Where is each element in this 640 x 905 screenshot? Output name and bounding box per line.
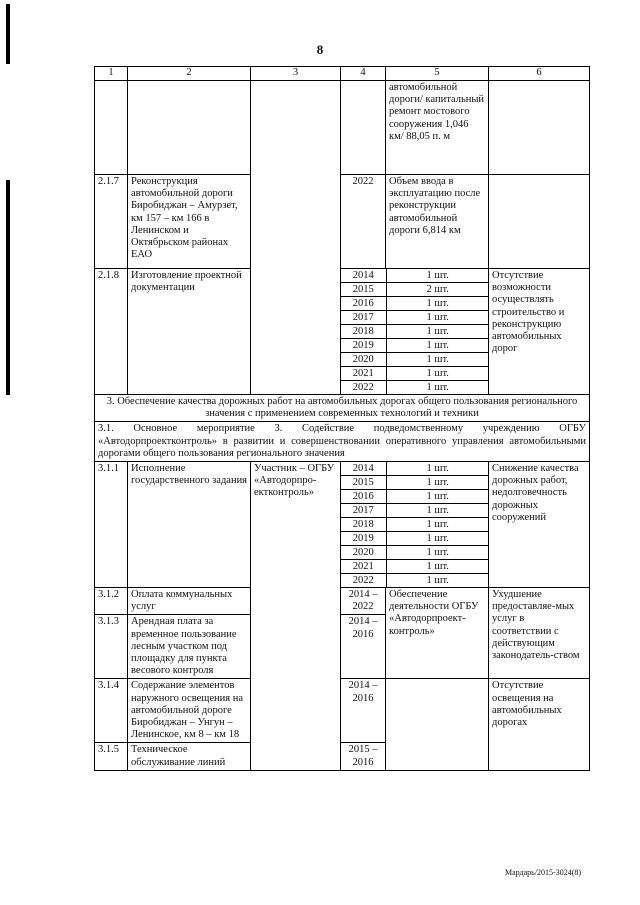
row-number: 3.1.3 [95,615,128,679]
table-row [95,175,590,269]
table-row [95,269,590,395]
year-row [341,381,489,395]
year-row [341,353,489,367]
row-number: 2.1.7 [95,175,128,269]
year-row [341,546,489,560]
value-cell: 1 шт. [386,490,489,504]
year-row [341,325,489,339]
years-subtable [341,462,489,587]
row-number: 3.1.2 [95,588,128,615]
event-name: Реконструкция автомобильной дороги Биробиджан – Амурзет, км 157 – км 166 в Ленинском и Октябрьском районах ЕАО [128,175,251,269]
section-title: 3. Обеспечение качества дорожных работ на автомобильных дорогах общего пользования регионального значения с применением современных технологий и техники [95,395,590,422]
table-row [95,588,590,615]
year-row [341,560,489,574]
row-number: 3.1.4 [95,679,128,743]
value-cell: 1 шт. [386,325,489,339]
year-cell: 2022 [341,381,386,395]
year-cell: 2015 [341,283,386,297]
consequence-cell: Отсутствие освещения на автомобильных дорогах [489,679,590,770]
value-cell: 1 шт. [386,574,489,588]
year-cell: 2018 [341,518,386,532]
result-cell: Обеспечение деятельности ОГБУ «Автодорпроект-контроль» [386,588,489,679]
program-table [94,66,590,771]
year-row [341,269,489,283]
year-cell: 2016 [341,297,386,311]
year-row [341,574,489,588]
event-name: Арендная плата за временное пользование лесным участком под площадку для пункта весового контроля [128,615,251,679]
year-cell: 2016 [341,490,386,504]
value-cell: 2 шт. [386,283,489,297]
year-cell: 2020 [341,546,386,560]
year-cell: 2021 [341,367,386,381]
page-number: 8 [316,42,324,57]
year-cell: 2022 [341,574,386,588]
result-cell [386,679,489,770]
footer-code: Мардарь/2015-3024(8) [505,868,582,877]
year-row [341,367,489,381]
consequence-cell: Ухудшение предоставляе-мых услуг в соответствии с действующим законодатель-ством [489,588,590,679]
year-cell: 2017 [341,311,386,325]
table-row [95,462,590,588]
consequence-cell: Снижение качества дорожных работ, недолговечность дорожных сооружений [489,462,590,588]
header-row [95,67,590,81]
year-cell: 2014 – 2016 [341,679,386,743]
section-row [95,395,590,422]
value-cell: 1 шт. [386,367,489,381]
year-row [341,311,489,325]
margin-bar-middle [6,180,10,395]
row-number: 2.1.8 [95,269,128,395]
value-cell: 1 шт. [386,476,489,490]
executor-cell: Участник – ОГБУ «Автодорпро-ектконтроль» [251,462,341,771]
value-cell: 1 шт. [386,353,489,367]
value-cell: 1 шт. [386,504,489,518]
value-cell: 1 шт. [386,269,489,283]
table-row [95,81,590,175]
event-name: Исполнение государственного задания [128,462,251,588]
value-cell: 1 шт. [386,546,489,560]
event-name: Оплата коммунальных услуг [128,588,251,615]
year-cell: 2021 [341,560,386,574]
value-cell: 1 шт. [386,560,489,574]
year-row [341,518,489,532]
event-name: Изготовление проектной документации [128,269,251,395]
year-cell: 2019 [341,339,386,353]
year-cell: 2015 [341,476,386,490]
year-cell: 2017 [341,504,386,518]
header-cell: 6 [489,67,590,81]
year-row [341,339,489,353]
measure-title: 3.1. Основное мероприятие 3. Содействие подведомственному учреждению ОГБУ «Автодорпроектконтроль» в развитии и совершенствовании оперативного управления автомобильными дорогами общего пользования регионального значения [95,422,590,462]
result-cell: Объем ввода в эксплуатацию после реконструкции автомобильной дороги 6,814 км [386,175,489,269]
value-cell: 1 шт. [386,297,489,311]
year-row [341,476,489,490]
year-cell: 2018 [341,325,386,339]
value-cell: 1 шт. [386,311,489,325]
consequence-cell: Отсутствие возможности осуществлять строительство и реконструкцию автомобильных дорог [489,269,590,395]
value-cell: 1 шт. [386,532,489,546]
executor-cell [251,81,341,395]
year-cell: 2014 [341,269,386,283]
header-cell: 2 [128,67,251,81]
year-cell: 2014 – 2016 [341,615,386,679]
row-number: 3.1.1 [95,462,128,588]
measure-row [95,422,590,462]
year-cell: 2020 [341,353,386,367]
header-cell: 1 [95,67,128,81]
year-cell: 2014 – 2022 [341,588,386,615]
year-row [341,283,489,297]
value-cell: 1 шт. [386,462,489,476]
year-cell: 2014 [341,462,386,476]
header-cell: 5 [386,67,489,81]
years-subtable [341,269,489,394]
year-cell: 2015 – 2016 [341,743,386,770]
table-row [95,679,590,743]
header-cell: 3 [251,67,341,81]
value-cell: 1 шт. [386,381,489,395]
result-cell: автомобильной дороги/ капитальный ремонт мостового сооружения 1,046 км/ 88,05 п. м [386,81,489,175]
event-name: Техническое обслуживание линий [128,743,251,770]
row-number: 3.1.5 [95,743,128,770]
year-row [341,490,489,504]
year-row [341,297,489,311]
year-cell: 2019 [341,532,386,546]
value-cell: 1 шт. [386,339,489,353]
header-cell: 4 [341,67,386,81]
value-cell: 1 шт. [386,518,489,532]
year-row [341,504,489,518]
year-cell: 2022 [341,175,386,269]
year-row [341,532,489,546]
event-name: Содержание элементов наружного освещения на автомобильной дороге Биробиджан – Унгун – Ленинское, км 8 – км 18 [128,679,251,743]
year-row [341,462,489,476]
